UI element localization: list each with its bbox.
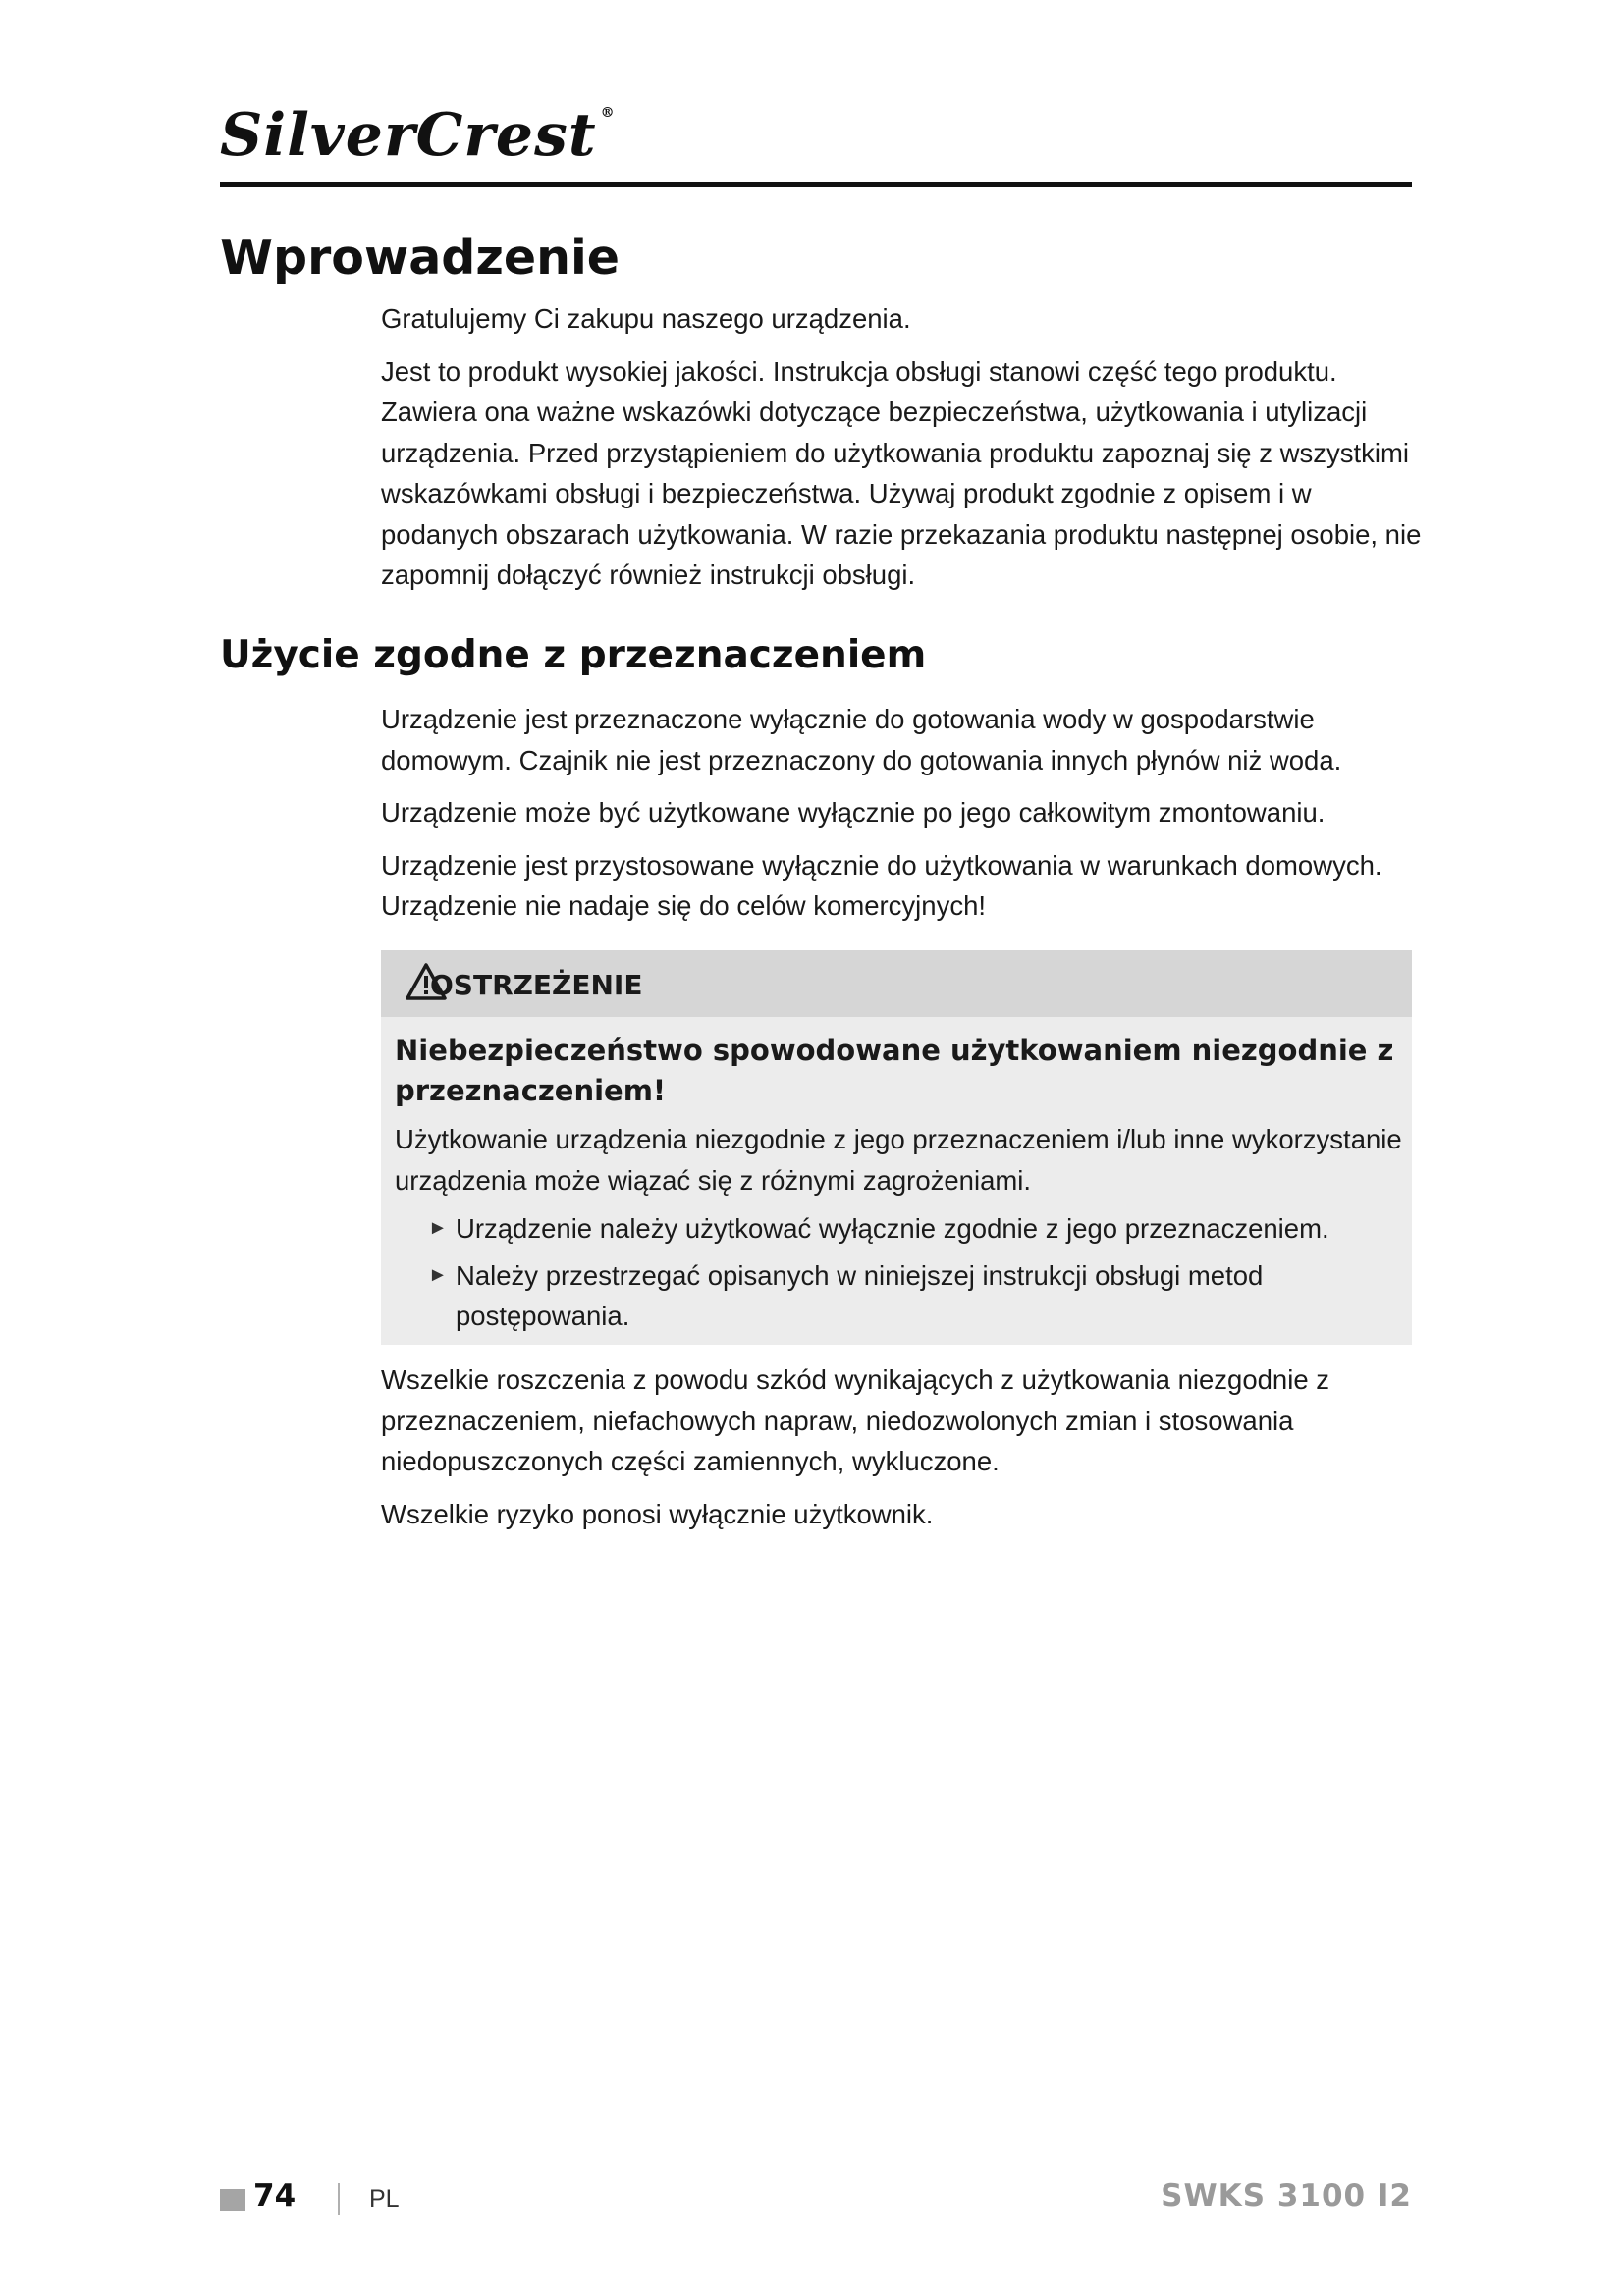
after-warning-paragraph: Wszelkie ryzyko ponosi wyłącznie użytkownik.: [381, 1498, 934, 1529]
language-code: PL: [369, 2185, 400, 2213]
section-title-usage: Użycie zgodne z przeznaczeniem: [220, 633, 927, 677]
footer-square-icon: [220, 2189, 245, 2211]
warning-bullet: [395, 1208, 1406, 1250]
after-warning-body: [381, 1360, 1422, 1546]
intro-paragraph: Jest to produkt wysokiej jakości. Instrukcja obsługi stanowi część tego produktu. Zawiera ona ważne wskazówki dotyczące bezpieczeństwa, użytkowania i utylizacji urządzenia. Przed przystąpieniem do użytkowania produktu zapoznaj się z wszystkimi wskazówkami obsługi i bezpieczeństwa. Używaj produkt zgodnie z opisem i w podanych obszarach użytkowania. W razie przekazania produktu następnej osobie, nie zapomnij dołączyć również instrukcji obsługi.: [381, 355, 1422, 590]
warning-bullet-text: Urządzenie należy użytkować wyłącznie zgodnie z jego przeznaczeniem.: [456, 1213, 1329, 1244]
intro-paragraph: Gratulujemy Ci zakupu naszego urządzenia.: [381, 303, 911, 334]
brand-logo: [220, 101, 616, 170]
usage-paragraph: Urządzenie może być użytkowane wyłącznie po jego całkowitym zmontowaniu.: [381, 797, 1326, 828]
intro-body: [381, 298, 1422, 608]
warning-box: [381, 950, 1412, 1345]
warning-header: [381, 950, 1412, 1017]
arrow-bullet-icon: ►: [428, 1263, 448, 1286]
warning-bullet-text: Należy przestrzegać opisanych w niniejszej instrukcji obsługi metod postępowania.: [456, 1259, 1264, 1331]
page-number: 74: [253, 2178, 297, 2214]
section-title-intro: Wprowadzenie: [220, 230, 621, 286]
usage-paragraph: Urządzenie jest przystosowane wyłącznie do użytkowania w warunkach domowych. Urządzenie nie nadaje się do celów komercyjnych!: [381, 849, 1382, 921]
after-warning-paragraph: Wszelkie roszczenia z powodu szkód wynikających z użytkowania niezgodnie z przeznaczeniem, niefachowych napraw, niedozwolonych zmian i stosowania niedopuszczonych części zamiennych, wykluczone.: [381, 1364, 1330, 1476]
page-footer: [220, 2179, 1412, 2218]
warning-label: OSTRZEŻENIE: [430, 969, 643, 1001]
footer-divider: [338, 2183, 340, 2215]
usage-paragraph: Urządzenie jest przeznaczone wyłącznie do gotowania wody w gospodarstwie domowym. Czajnik nie jest przeznaczony do gotowania innych płynów niż woda.: [381, 704, 1342, 775]
warning-text: Użytkowanie urządzenia niezgodnie z jego przeznaczeniem i/lub inne wykorzystanie urządzenia może wiązać się z różnymi zagrożeniami.: [395, 1124, 1402, 1196]
model-number: SWKS 3100 I2: [1161, 2178, 1412, 2214]
usage-body: [381, 699, 1422, 938]
arrow-bullet-icon: ►: [428, 1217, 448, 1239]
warning-heading: Niebezpieczeństwo spowodowane użytkowaniem niezgodnie z przeznaczeniem!: [395, 1034, 1394, 1107]
warning-body: [395, 1031, 1406, 1343]
brand-logo-text: SilverCrest: [220, 101, 597, 170]
header-rule: [220, 182, 1412, 187]
registered-mark: ®: [600, 105, 616, 121]
warning-bullet: [395, 1255, 1406, 1337]
